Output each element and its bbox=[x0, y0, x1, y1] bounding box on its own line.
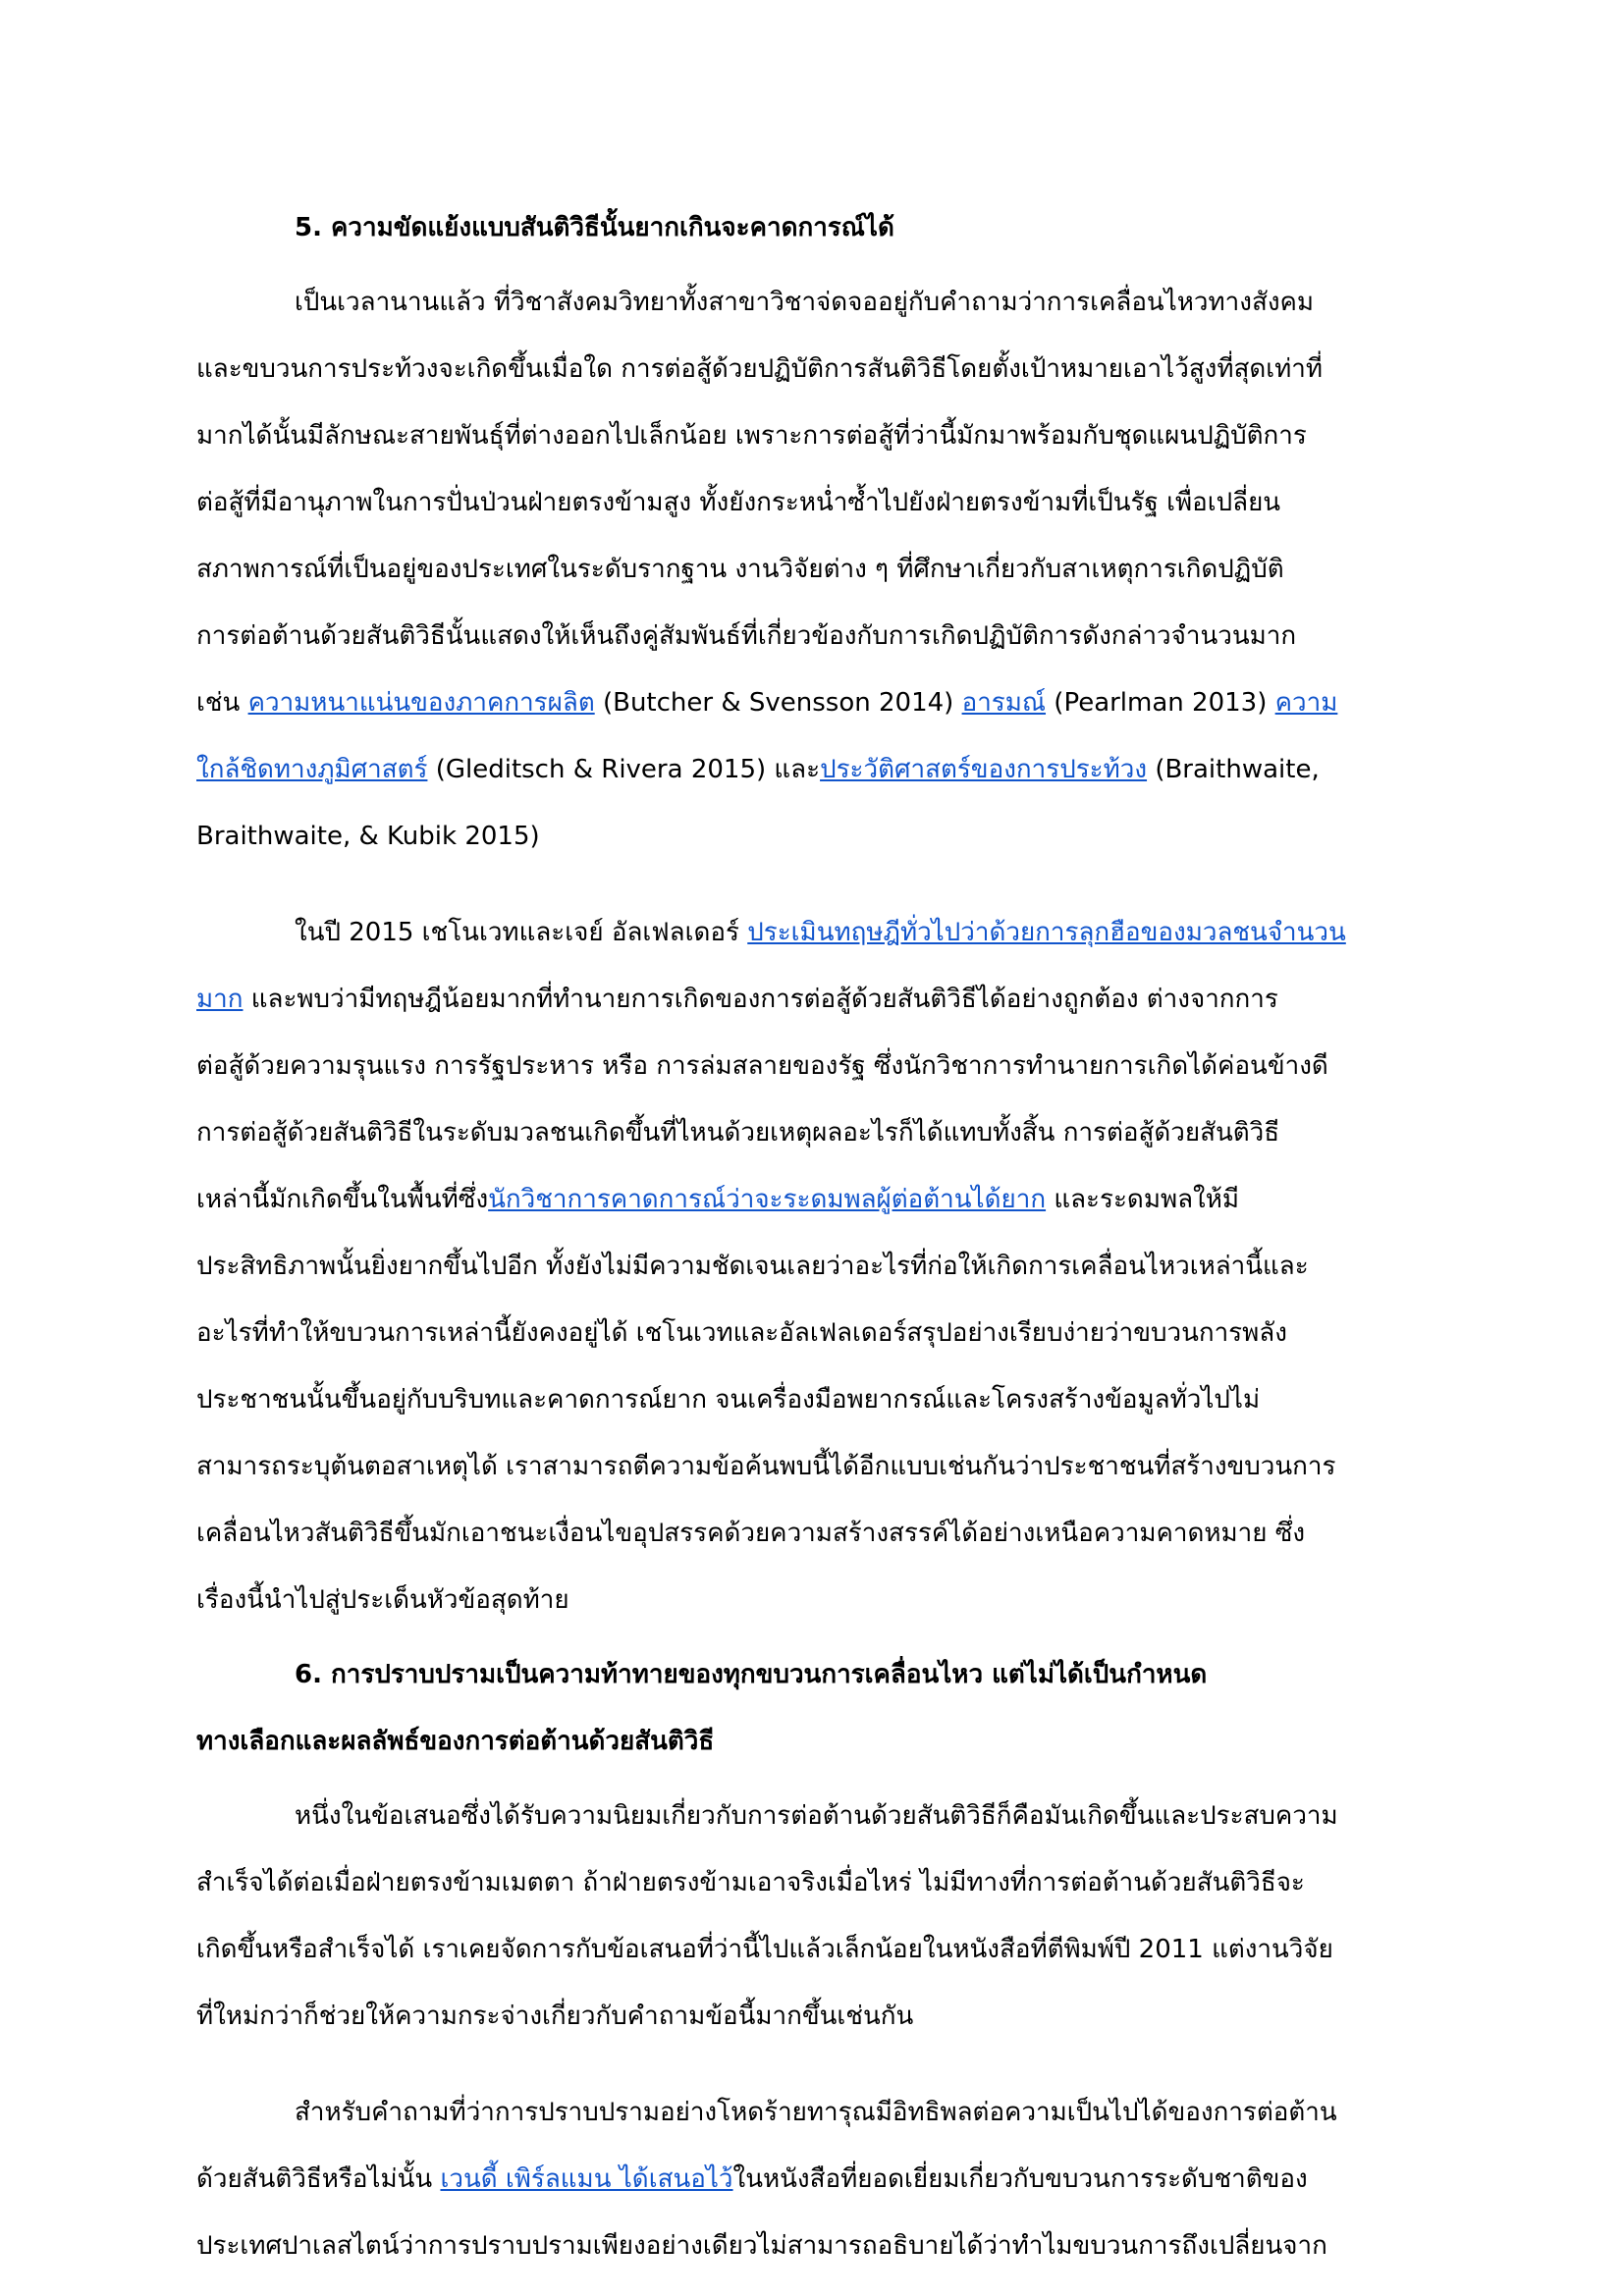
text-line: ที่ใหม่กว่าก็ช่วยให้ความกระจ่างเกี่ยวกับคำถามข้อนี้มากขึ้นเช่นกัน bbox=[196, 2002, 914, 2031]
citation: (Butcher & Svensson 2014) bbox=[594, 688, 962, 718]
text-line: สามารถระบุต้นตอสาเหตุได้ เราสามารถตีความข้อค้นพบนี้ได้อีกแบบเช่นกันว่าประชาชนที่สร้างขบวนการ bbox=[196, 1452, 1336, 1481]
heading-line: 6. การปราบปรามเป็นความท้าทายของทุกขบวนการเคลื่อนไหว แต่ไม่ได้เป็นกำหนด bbox=[295, 1660, 1208, 1689]
section-5-paragraph-2 bbox=[196, 899, 1435, 1633]
text-line: การต่อต้านด้วยสันติวิธีนั้นแสดงให้เห็นถึงคู่สัมพันธ์ที่เกี่ยวข้องกับการเกิดปฏิบัติการดังกล่าวจำนวนมาก bbox=[196, 621, 1297, 651]
link-geographic-proximity[interactable]: ความ bbox=[1274, 688, 1338, 718]
citation: (Pearlman 2013) bbox=[1046, 688, 1275, 718]
text-fragment: และพบว่ามีทฤษฎีน้อยมากที่ทำนายการเกิดของการต่อสู้ด้วยสันติวิธีได้อย่างถูกต้อง ต่างจากการ bbox=[243, 985, 1278, 1014]
section-5-heading: 5. ความขัดแย้งแบบสันติวิธีนั้นยากเกินจะคาดการณ์ได้ bbox=[295, 213, 894, 242]
text-line: เคลื่อนไหวสันติวิธีขึ้นมักเอาชนะเงื่อนไขอุปสรรคด้วยความสร้างสรรค์ได้อย่างเหนือความคาดหมาย ซึ่ง bbox=[196, 1519, 1306, 1548]
text-line: การต่อสู้ด้วยสันติวิธีในระดับมวลชนเกิดขึ้นที่ไหนด้วยเหตุผลอะไรก็ได้แทบทั้งสิ้น การต่อสู้ด้วยสันติวิธี bbox=[196, 1118, 1280, 1148]
text-line: อะไรที่ทำให้ขบวนการเหล่านี้ยังคงอยู่ได้ เชโนเวทและอัลเฟลเดอร์สรุปอย่างเรียบง่ายว่าขบวนการพลัง bbox=[196, 1318, 1287, 1348]
link-geographic-proximity-cont[interactable]: ใกล้ชิดทางภูมิศาสตร์ bbox=[196, 755, 428, 784]
text-line: ประเทศปาเลสไตน์ว่าการปราบปรามเพียงอย่างเดียวไม่สามารถอธิบายได้ว่าทำไมขบวนการถึงเปลี่ยนจาก bbox=[196, 2231, 1327, 2261]
text-line: Braithwaite, & Kubik 2015) bbox=[196, 822, 540, 851]
link-protest-history[interactable]: ประวัติศาสตร์ของการประท้วง bbox=[820, 755, 1148, 784]
link-scholars-prediction[interactable]: นักวิชาการคาดการณ์ว่าจะระดมพลผู้ต่อต้านได้ยาก bbox=[488, 1185, 1047, 1214]
text-line: ต่อสู้ด้วยความรุนแรง การรัฐประหาร หรือ การล่มสลายของรัฐ ซึ่งนักวิชาการทำนายการเกิดได้ค่อนข้างดี bbox=[196, 1051, 1328, 1081]
text-line bbox=[196, 2146, 1435, 2213]
link-wendy-pearlman[interactable]: เวนดี้ เพิร์ลแมน ได้เสนอไว้ bbox=[440, 2164, 733, 2194]
text-line: สำเร็จได้ต่อเมื่อฝ่ายตรงข้ามเมตตา ถ้าฝ่ายตรงข้ามเอาจริงเมื่อไหร่ ไม่มีทางที่การต่อต้านด้วยสันติวิธีจะ bbox=[196, 1868, 1305, 1897]
text-fragment: เช่น bbox=[196, 688, 248, 718]
text-line: มากได้นั้นมีลักษณะสายพันธุ์ที่ต่างออกไปเล็กน้อย เพราะการต่อสู้ที่ว่านี้มักมาพร้อมกับชุดแผนปฏิบัติการ bbox=[196, 421, 1307, 451]
text-line: เรื่องนี้นำไปสู่ประเด็นหัวข้อสุดท้าย bbox=[196, 1585, 569, 1615]
text-fragment: เหล่านี้มักเกิดขึ้นในพื้นที่ซึ่ง bbox=[196, 1185, 489, 1214]
text-line: เกิดขึ้นหรือสำเร็จได้ เราเคยจัดการกับข้อเสนอที่ว่านี้ไปแล้วเล็กน้อยในหนังสือที่ตีพิมพ์ปี 2011 แต่งานวิจัย bbox=[196, 1935, 1333, 1964]
text-line: เป็นเวลานานแล้ว ที่วิชาสังคมวิทยาทั้งสาขาวิชาจ่ดจออยู่กับคำถามว่าการเคลื่อนไหวทางสังคม bbox=[295, 288, 1315, 317]
link-emotion[interactable]: อารมณ์ bbox=[961, 688, 1047, 718]
text-line: สภาพการณ์ที่เป็นอยู่ของประเทศในระดับรากฐาน งานวิจัยต่าง ๆ ที่ศึกษาเกี่ยวกับสาเหตุการเกิดปฏิบัติ bbox=[196, 555, 1284, 584]
text-line: สำหรับคำถามที่ว่าการปราบปรามอย่างโหดร้ายทารุณมีอิทธิพลต่อความเป็นไปได้ของการต่อต้าน bbox=[295, 2098, 1337, 2127]
text-fragment: ในหนังสือที่ยอดเยี่ยมเกี่ยวกับขบวนการระดับชาติของ bbox=[732, 2164, 1308, 2194]
text-line bbox=[196, 1166, 1435, 1233]
text-line: ประชาชนนั้นขึ้นอยู่กับบริบทและคาดการณ์ยาก จนเครื่องมือพยากรณ์และโครงสร้างข้อมูลทั่วไปไม่ bbox=[196, 1385, 1261, 1415]
text-fragment: ด้วยสันติวิธีหรือไม่นั้น bbox=[196, 2164, 441, 2194]
text-line: ต่อสู้ที่มีอานุภาพในการปั่นป่วนฝ่ายตรงข้ามสูง ทั้งยังกระหน่ำซ้ำไปยังฝ่ายตรงข้ามที่เป็นรัฐ เพื่อเปลี่ยน bbox=[196, 488, 1281, 517]
section-6-paragraph-2 bbox=[196, 2079, 1435, 2279]
text-fragment: และระดมพลให้มี bbox=[1046, 1185, 1239, 1214]
heading-line: ทางเลือกและผลลัพธ์ของการต่อต้านด้วยสันติวิธี bbox=[196, 1727, 715, 1756]
link-general-theory-assessment-cont[interactable]: มาก bbox=[196, 985, 243, 1014]
link-general-theory-assessment[interactable]: ประเมินทฤษฎีทั่วไปว่าด้วยการลุกฮือของมวลชนจำนวน bbox=[747, 918, 1346, 947]
link-production-density[interactable]: ความหนาแน่นของภาคการผลิต bbox=[247, 688, 595, 718]
text-line: และขบวนการประท้วงจะเกิดขึ้นเมื่อใด การต่อสู้ด้วยปฏิบัติการสันติวิธีโดยตั้งเป้าหมายเอาไว้สูงที่สุดเท่าที่ bbox=[196, 354, 1324, 384]
section-5-paragraph-1 bbox=[196, 269, 1435, 870]
text-line: ประสิทธิภาพนั้นยิ่งยากขึ้นไปอีก ทั้งยังไม่มีความชัดเจนเลยว่าอะไรที่ก่อให้เกิดการเคลื่อนไหวเหล่านี้และ bbox=[196, 1252, 1309, 1281]
section-6-heading bbox=[196, 1641, 1435, 1775]
text-line bbox=[196, 966, 1435, 1033]
document-page bbox=[196, 194, 1435, 2279]
citation: (Braithwaite, bbox=[1147, 755, 1320, 784]
text-line bbox=[196, 899, 1435, 966]
section-6-paragraph-1 bbox=[196, 1783, 1435, 2050]
text-line bbox=[196, 736, 1435, 803]
citation: (Gleditsch & Rivera 2015) และ bbox=[427, 755, 821, 784]
text-fragment: ในปี 2015 เชโนเวทและเจย์ อัลเฟลเดอร์ bbox=[295, 918, 748, 947]
text-line: หนึ่งในข้อเสนอซึ่งได้รับความนิยมเกี่ยวกับการต่อต้านด้วยสันติวิธีก็คือมันเกิดขึ้นและประสบความ bbox=[295, 1801, 1338, 1831]
text-line bbox=[196, 669, 1435, 736]
